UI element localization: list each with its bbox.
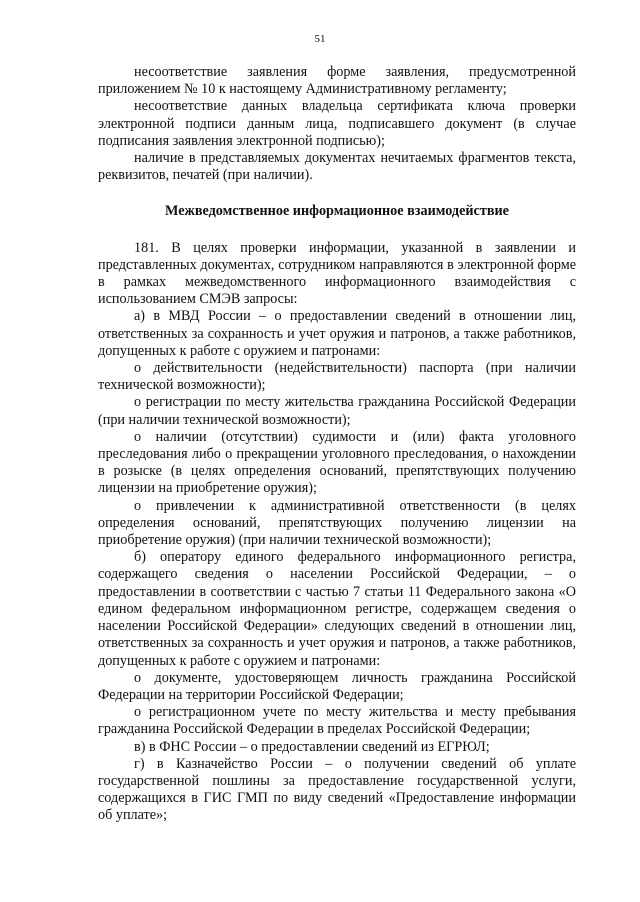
paragraph: о действительности (недействительности) паспорта (при наличии технической возможности);: [98, 360, 576, 394]
paragraph: г) в Казначейство России – о получении сведений об уплате государственной пошлины за предоставление государственной услуги, содержащихся в ГИС ГМП по виду сведений «Предоставление информации об уплате»;: [98, 755, 576, 824]
paragraph: о регистрационном учете по месту жительства и месту пребывания гражданина Российской Федерации в пределах Российской Федерации;: [98, 704, 576, 738]
page-number: 51: [314, 33, 326, 45]
paragraph: наличие в представляемых документах нечитаемых фрагментов текста, реквизитов, печатей (при наличии).: [98, 150, 576, 184]
paragraph: б) оператору единого федерального информационного регистра, содержащего сведения о населении Российской Федерации, – о предоставлении в соответствии с частью 7 статьи 11 Федерального закона «О едином федеральном информационном регистре, содержащем сведения о населении Российской Федерации» следующих сведений в отношении лиц, ответственных за сохранность и учет оружия и патронов, а также работников, допущенных к работе с оружием и патронами:: [98, 549, 576, 669]
paragraph: о документе, удостоверяющем личность гражданина Российской Федерации на территории Российской Федерации;: [98, 669, 576, 703]
paragraph: несоответствие заявления форме заявления, предусмотренной приложением № 10 к настоящему Административному регламенту;: [98, 64, 576, 98]
paragraph: а) в МВД России – о предоставлении сведений в отношении лиц, ответственных за сохранность и учет оружия и патронов, а также работников, допущенных к работе с оружием и патронами:: [98, 308, 576, 359]
section-heading: Межведомственное информационное взаимодействие: [165, 203, 509, 220]
paragraph: о привлечении к административной ответственности (в целях определения оснований, препятствующих получению лицензии на приобретение оружия) (при наличии технической возможности);: [98, 497, 576, 549]
paragraph: в) в ФНС России – о предоставлении сведений из ЕГРЮЛ;: [134, 738, 490, 755]
paragraph: 181. В целях проверки информации, указанной в заявлении и представленных документах, сотрудником направляются в электронной форме в рамках межведомственного информационного взаимодействия с использованием СМЭВ запросы:: [98, 239, 576, 308]
paragraph: о наличии (отсутствии) судимости и (или) факта уголовного преследования либо о прекращении уголовного преследования, о нахождении в розыске (в целях определения оснований, препятствующих получению лицензии на приобретение оружия);: [98, 428, 576, 497]
document-body: [98, 64, 576, 825]
paragraph: несоответствие данных владельца сертификата ключа проверки электронной подписи данным лица, подписавшего документ (в случае подписания заявления электронной подписью);: [98, 98, 576, 149]
paragraph: о регистрации по месту жительства гражданина Российской Федерации (при наличии технической возможности);: [98, 394, 576, 428]
